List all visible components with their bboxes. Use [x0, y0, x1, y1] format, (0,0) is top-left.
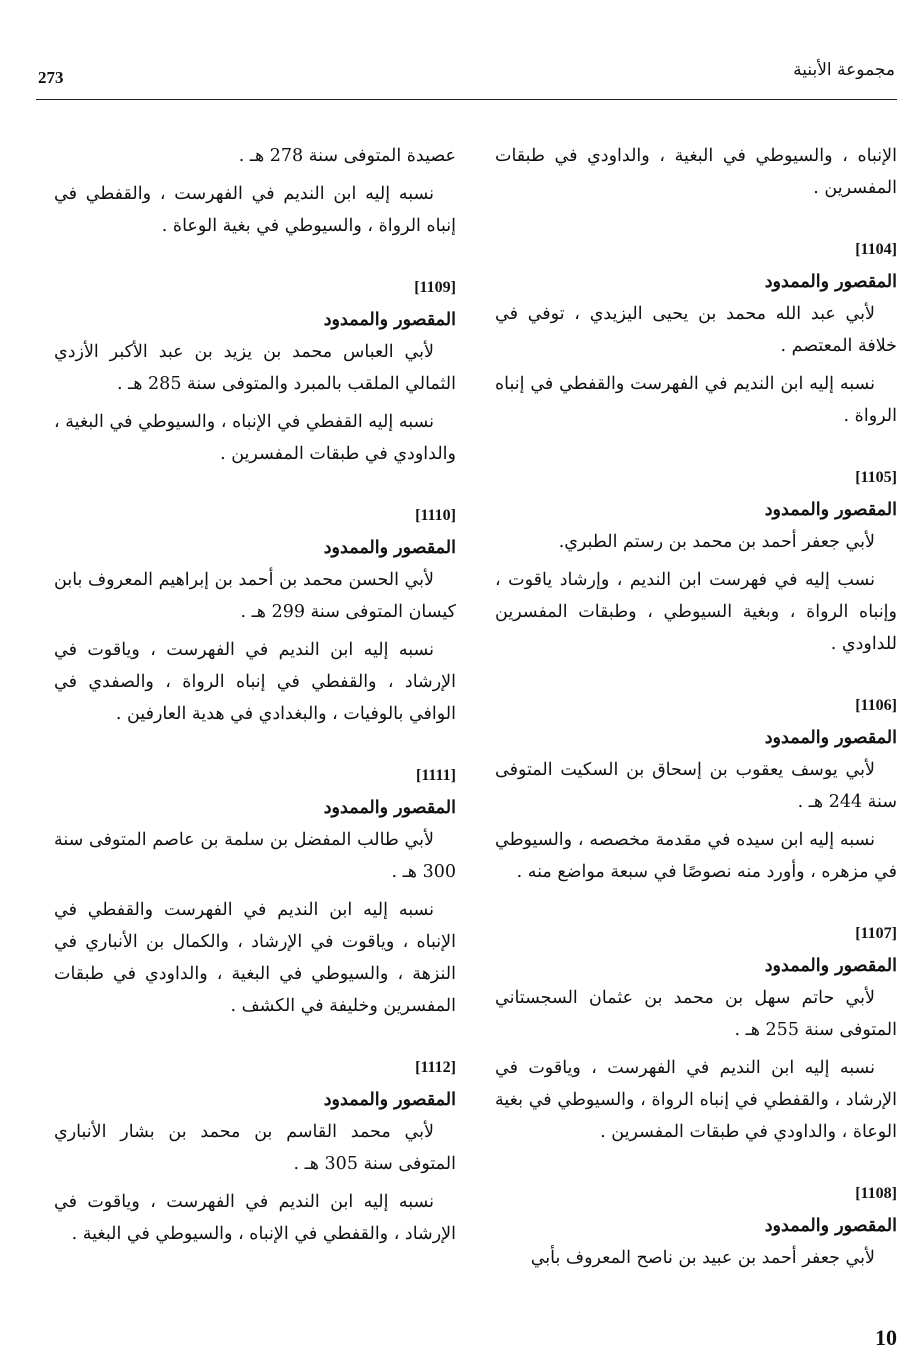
- entry-number: [1104]: [855, 241, 897, 258]
- entry-1110: [54, 500, 456, 730]
- entry-attribution: نسبه إليه ابن النديم في الفهرست والقفطي في الإنباه ، وياقوت في الإرشاد ، والكمال بن الأنباري في النزهة ، والسيوطي في البغية ، والداودي في طبقات المفسرين وخليفة في الكشف .: [54, 900, 456, 1016]
- entry-attribution: نسبه إليه القفطي في الإنباه ، والسيوطي في البغية ، والداودي في طبقات المفسرين .: [54, 412, 456, 464]
- entry-title: المقصور والممدود: [323, 310, 456, 330]
- entry-1109: [54, 272, 456, 470]
- entry-number: [1107]: [855, 925, 897, 942]
- entry-attribution: نسبه إليه ابن النديم في الفهرست ، وياقوت في الإرشاد ، والقفطي في إنباه الرواة ، والصفدي في الوافي بالوفيات ، والبغدادي في هدية العارفين .: [54, 640, 456, 724]
- entry-1112: [54, 1052, 456, 1250]
- entry-attribution: نسبه إليه ابن سيده في مقدمة مخصصه ، والسيوطي في مزهره ، وأورد منه نصوصًا في سبعة مواضع منه .: [495, 830, 897, 882]
- entry-number: [1110]: [415, 507, 456, 524]
- entry-number: [1105]: [855, 469, 897, 486]
- entry-author: لأبي حاتم سهل بن محمد بن عثمان السجستاني المتوفى سنة 255 هـ .: [495, 988, 897, 1040]
- entry-author: لأبي عبد الله محمد بن يحيى اليزيدي ، توفي في خلافة المعتصم .: [495, 304, 897, 356]
- entry-attribution: نسبه إليه ابن النديم في الفهرست والقفطي في إنباه الرواة .: [495, 374, 897, 426]
- entry-title: المقصور والممدود: [764, 500, 897, 520]
- entry-attribution: نسبه إليه ابن النديم في الفهرست ، وياقوت في الإرشاد ، والقفطي في إنباه الرواة ، والسيوطي في بغية الوعاة ، والداودي في طبقات المفسرين .: [495, 1058, 897, 1142]
- continuation-text: الإنباه ، والسيوطي في البغية ، والداودي في طبقات المفسرين .: [495, 146, 897, 198]
- entry-title: المقصور والممدود: [323, 538, 456, 558]
- entry-author: لأبي جعفر أحمد بن عبيد بن ناصح المعروف بأبي: [530, 1248, 875, 1268]
- entry-title: المقصور والممدود: [764, 1216, 897, 1236]
- entry-1105: [495, 462, 897, 660]
- header-divider: [36, 99, 897, 100]
- entry-1107: [495, 918, 897, 1148]
- entry-title: المقصور والممدود: [764, 728, 897, 748]
- entry-number: [1109]: [414, 279, 456, 296]
- entry-author: لأبي طالب المفضل بن سلمة بن عاصم المتوفى سنة 300 هـ .: [54, 830, 456, 882]
- entry-1108: [495, 1178, 897, 1274]
- entry-title: المقصور والممدود: [323, 1090, 456, 1110]
- left-column: [54, 140, 456, 1250]
- entry-1106: [495, 690, 897, 888]
- signature-number: 10: [875, 1325, 897, 1350]
- entry-author: لأبي العباس محمد بن يزيد بن عبد الأكبر الأزدي الثمالي الملقب بالمبرد والمتوفى سنة 285 هـ .: [54, 342, 456, 394]
- entry-number: [1106]: [855, 697, 897, 714]
- entry-title: المقصور والممدود: [323, 798, 456, 818]
- entry-author: لأبي جعفر أحمد بن محمد بن رستم الطبري.: [558, 532, 875, 552]
- entry-title: المقصور والممدود: [764, 272, 897, 292]
- entry-attribution: نسب إليه في فهرست ابن النديم ، وإرشاد ياقوت ، وإنباه الرواة ، وبغية السيوطي ، وطبقات المفسرين للداودي .: [495, 570, 897, 654]
- page-number: 273: [38, 68, 64, 87]
- entry-1111: [54, 760, 456, 1022]
- continuation-text: عصيدة المتوفى سنة 278 هـ .: [238, 146, 456, 166]
- entry-attribution: نسبه إليه ابن النديم في الفهرست ، وياقوت في الإرشاد ، والقفطي في الإنباه ، والسيوطي في البغية .: [54, 1192, 456, 1244]
- entry-number: [1108]: [855, 1185, 897, 1202]
- entry-1104: [495, 234, 897, 432]
- entry-author: لأبي محمد القاسم بن محمد بن بشار الأنباري المتوفى سنة 305 هـ .: [54, 1122, 456, 1174]
- right-column: [495, 140, 897, 1274]
- entry-number: [1111]: [415, 767, 456, 784]
- entry-author: لأبي يوسف يعقوب بن إسحاق بن السكيت المتوفى سنة 244 هـ .: [495, 760, 897, 812]
- entry-number: [1112]: [415, 1059, 456, 1076]
- entry-title: المقصور والممدود: [764, 956, 897, 976]
- entry-author: لأبي الحسن محمد بن أحمد بن إبراهيم المعروف بابن كيسان المتوفى سنة 299 هـ .: [54, 570, 456, 622]
- running-header-title: مجموعة الأبنية: [793, 60, 895, 80]
- continuation-attribution: نسبه إليه ابن النديم في الفهرست ، والقفطي في إنباه الرواة ، والسيوطي في بغية الوعاة .: [54, 184, 456, 236]
